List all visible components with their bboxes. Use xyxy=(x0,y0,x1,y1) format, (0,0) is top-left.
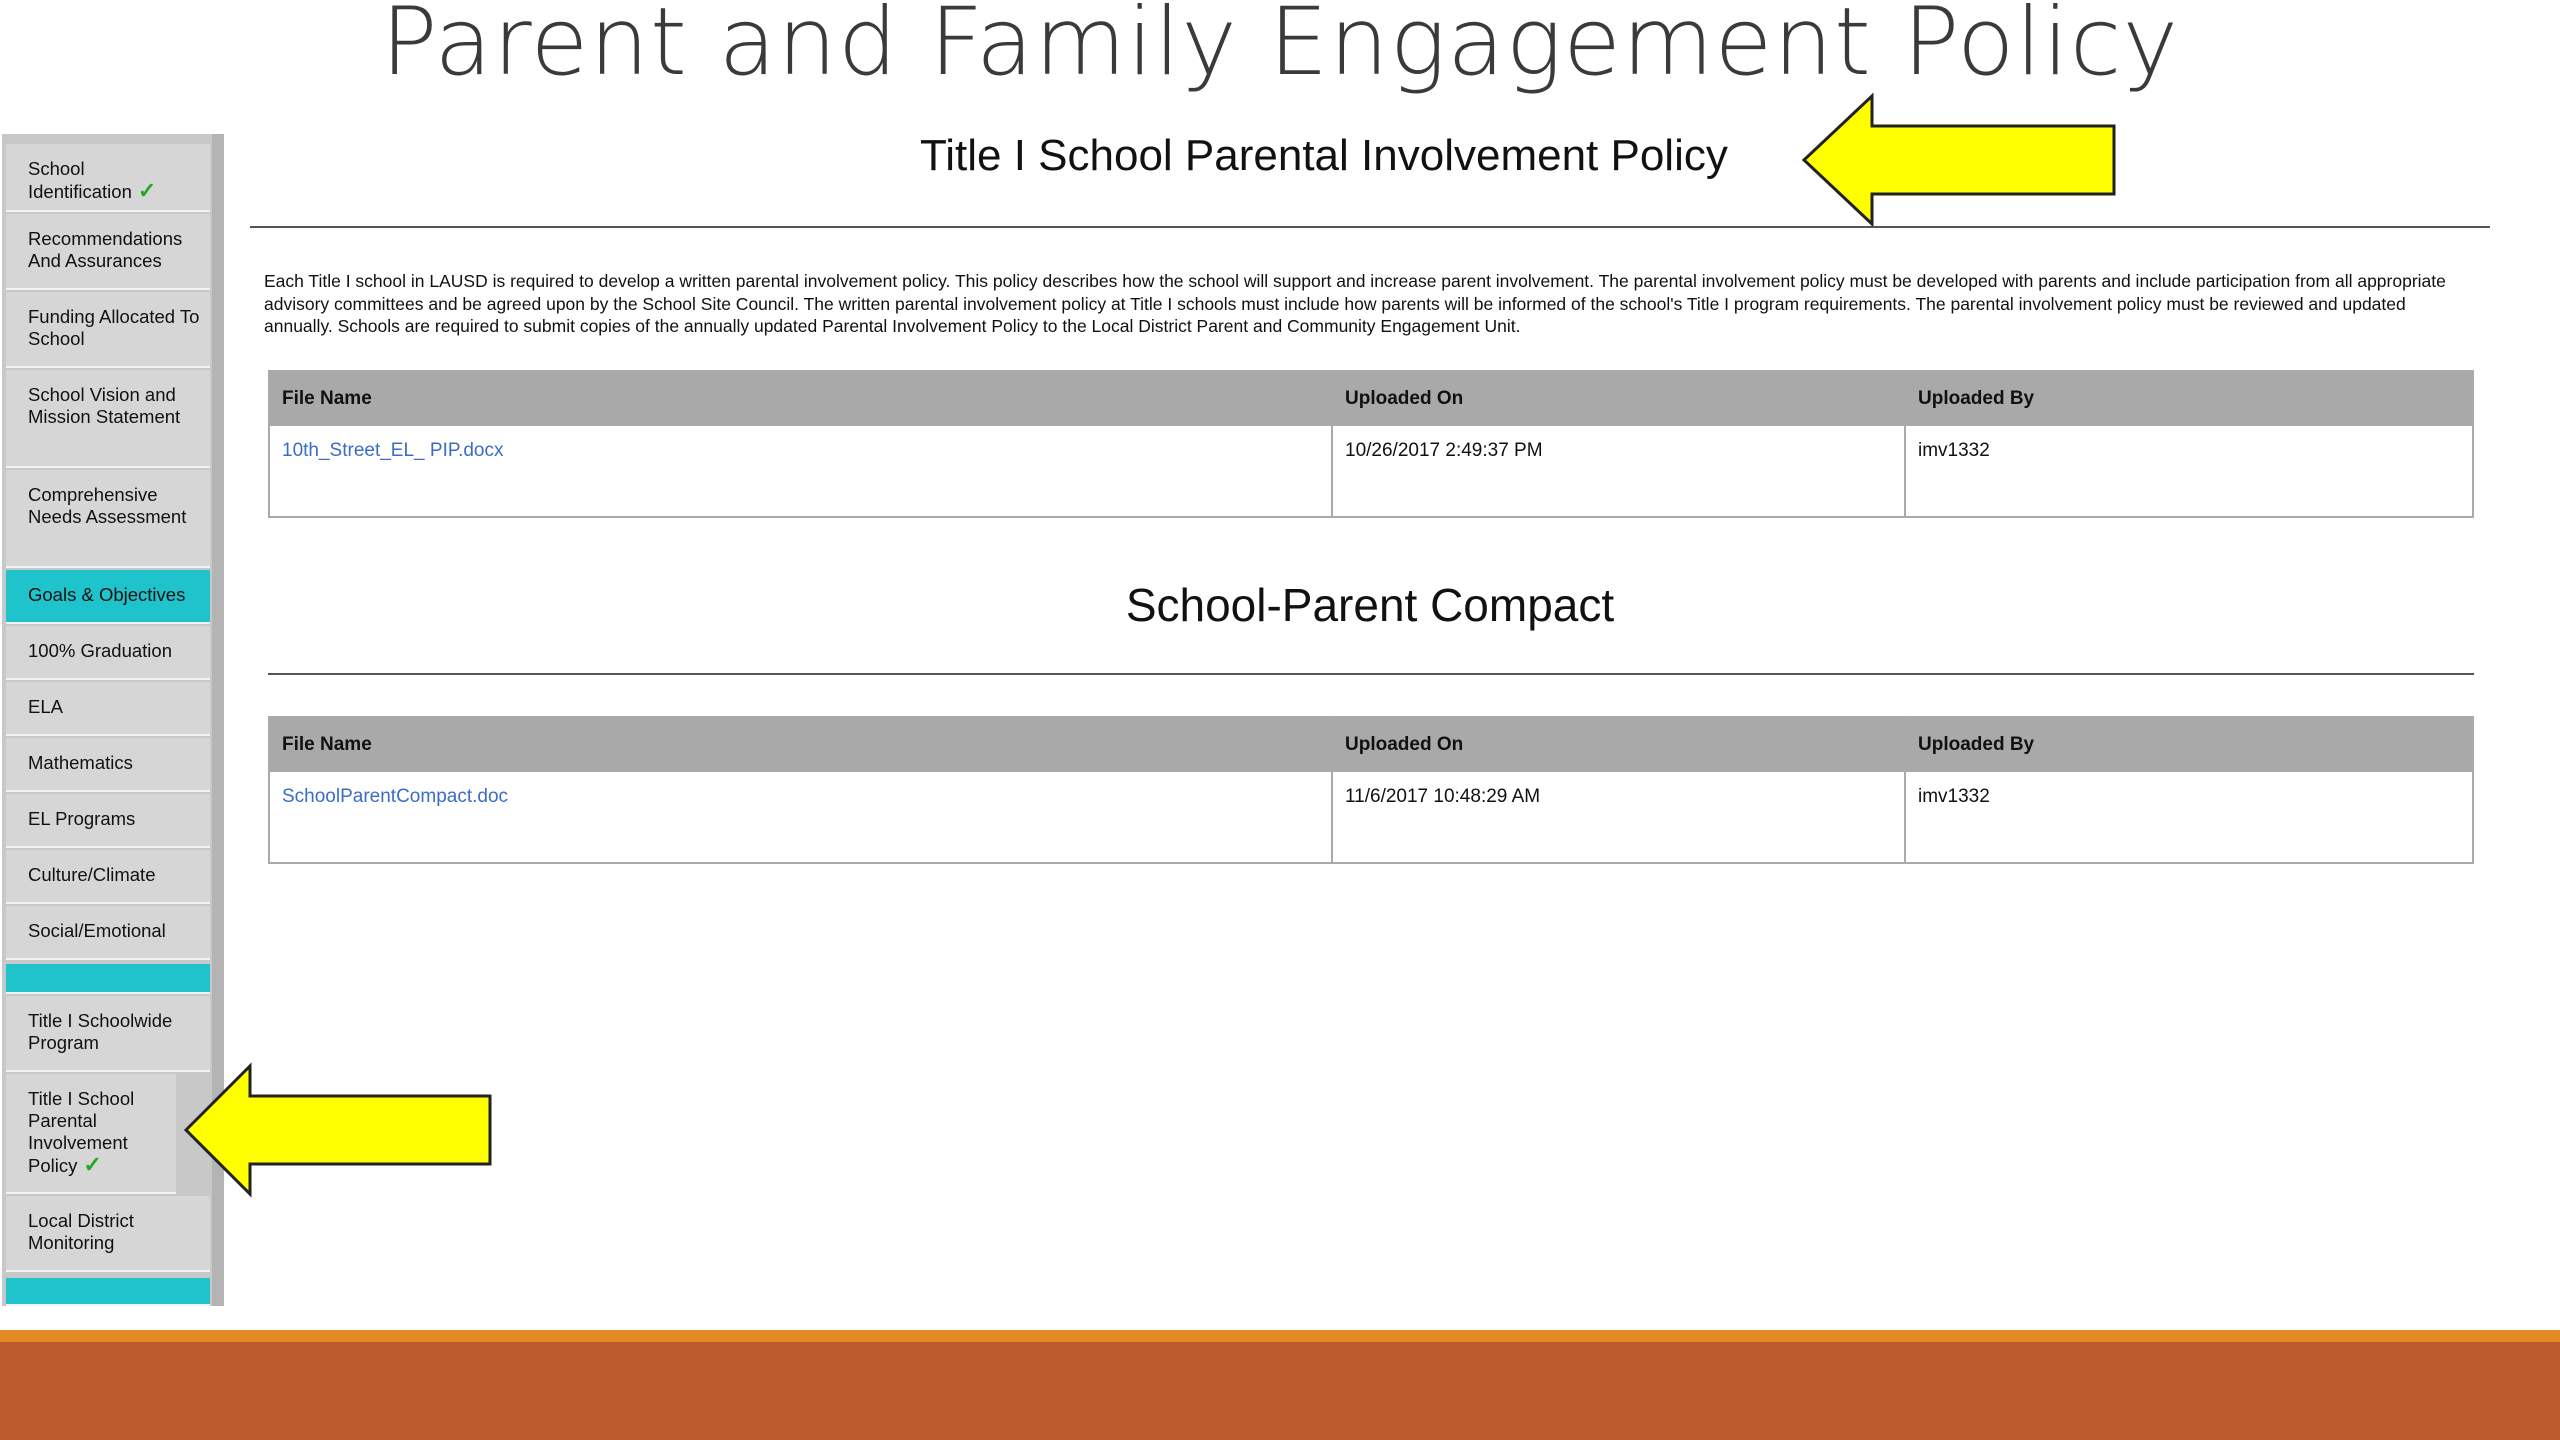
footer-bar xyxy=(0,1342,2560,1440)
sidebar-item-label: Title I School Parental Involvement Policy xyxy=(28,1088,135,1176)
sidebar-item-parental-involvement-policy[interactable] xyxy=(6,1074,176,1194)
compact-divider xyxy=(268,673,2474,675)
policy-description: Each Title I school in LAUSD is required to develop a written parental involvement policy. This policy describes how the school will support and increase parent involvement. The parental involvement policy must be developed with parents and include participation from all appropriate advisory committees and be agreed upon by the School Site Council. The written parental involvement policy at Title I schools must include how parents will be informed of the school's Title I program requirements. The parental involvement policy must be reviewed and updated annually. Schools are required to submit copies of the annually updated Parental Involvement Policy to the Local District Parent and Community Engagement Unit. xyxy=(264,271,2446,336)
uploaded-on-value: 11/6/2017 10:48:29 AM xyxy=(1333,772,1906,862)
table-row xyxy=(270,426,2472,516)
sidebar-item-label: Goals & Objectives xyxy=(28,584,186,605)
heading-divider xyxy=(250,226,2490,228)
sidebar-item-vision-mission[interactable] xyxy=(6,370,210,468)
sidebar-item-recommendations[interactable] xyxy=(6,214,210,290)
sidebar-item-district-monitoring[interactable] xyxy=(6,1196,210,1272)
column-header-uploaded-by[interactable]: Uploaded By xyxy=(1918,734,2035,755)
column-header-uploaded-by[interactable]: Uploaded By xyxy=(1918,388,2035,409)
sidebar-item-funding[interactable] xyxy=(6,292,210,368)
column-header-uploaded-on[interactable]: Uploaded On xyxy=(1333,718,1906,772)
sidebar-item-label: School Identification xyxy=(28,158,132,202)
compact-files-table xyxy=(268,716,2474,864)
sidebar-item-mathematics[interactable] xyxy=(6,738,210,792)
column-header-file-name[interactable]: File Name xyxy=(270,718,1333,772)
file-link[interactable]: SchoolParentCompact.doc xyxy=(282,786,509,807)
column-header-file-name[interactable]: File Name xyxy=(270,372,1333,426)
sidebar-section-divider xyxy=(6,964,210,994)
table-row xyxy=(270,772,2472,862)
sidebar-item-label: Social/Emotional xyxy=(28,920,166,941)
sidebar-item-ela[interactable] xyxy=(6,682,210,736)
uploaded-by-value: imv1332 xyxy=(1918,440,1990,461)
sidebar-item-label: Local District Monitoring xyxy=(28,1210,134,1253)
sidebar-item-label: Title I Schoolwide Program xyxy=(28,1010,173,1053)
file-link[interactable]: 10th_Street_EL_ PIP.docx xyxy=(282,440,504,461)
sidebar-item-label: Comprehensive Needs Assessment xyxy=(28,484,187,527)
sidebar-item-label: Recommendations And Assurances xyxy=(28,228,183,271)
column-header-uploaded-on[interactable]: Uploaded On xyxy=(1333,372,1906,426)
sidebar-item-label: Mathematics xyxy=(28,752,133,773)
uploaded-on-value: 10/26/2017 2:49:37 PM xyxy=(1333,426,1906,516)
check-icon: ✓ xyxy=(83,1152,102,1177)
sidebar-item-el-programs[interactable] xyxy=(6,794,210,848)
check-icon: ✓ xyxy=(137,178,157,203)
sidebar-item-label: School Vision and Mission Statement xyxy=(28,384,181,427)
compact-heading: School-Parent Compact xyxy=(1125,579,1615,631)
sidebar-section-divider xyxy=(6,1278,210,1306)
policy-heading: Title I School Parental Involvement Policy xyxy=(920,131,1728,180)
slide-title: Parent and Family Engagement Policy xyxy=(380,0,2180,97)
sidebar-item-school-identification[interactable] xyxy=(6,144,210,212)
sidebar-item-schoolwide-program[interactable] xyxy=(6,996,210,1072)
arrow-left-icon xyxy=(182,1062,494,1198)
sidebar-item-graduation[interactable] xyxy=(6,626,210,680)
sidebar-item-needs-assessment[interactable] xyxy=(6,470,210,568)
sidebar-item-label: Funding Allocated To School xyxy=(28,306,200,349)
sidebar-item-social-emotional[interactable] xyxy=(6,906,210,960)
sidebar-item-label: EL Programs xyxy=(28,808,136,829)
uploaded-by-value: imv1332 xyxy=(1918,786,1990,807)
table-header-row xyxy=(270,718,2472,772)
policy-files-table xyxy=(268,370,2474,518)
sidebar-item-label: ELA xyxy=(28,696,63,717)
arrow-left-icon xyxy=(1800,92,2120,228)
sidebar-item-label: Culture/Climate xyxy=(28,864,156,885)
sidebar-item-culture-climate[interactable] xyxy=(6,850,210,904)
sidebar-item-label: 100% Graduation xyxy=(28,640,172,661)
footer-accent-stripe xyxy=(0,1330,2560,1342)
table-header-row xyxy=(270,372,2472,426)
